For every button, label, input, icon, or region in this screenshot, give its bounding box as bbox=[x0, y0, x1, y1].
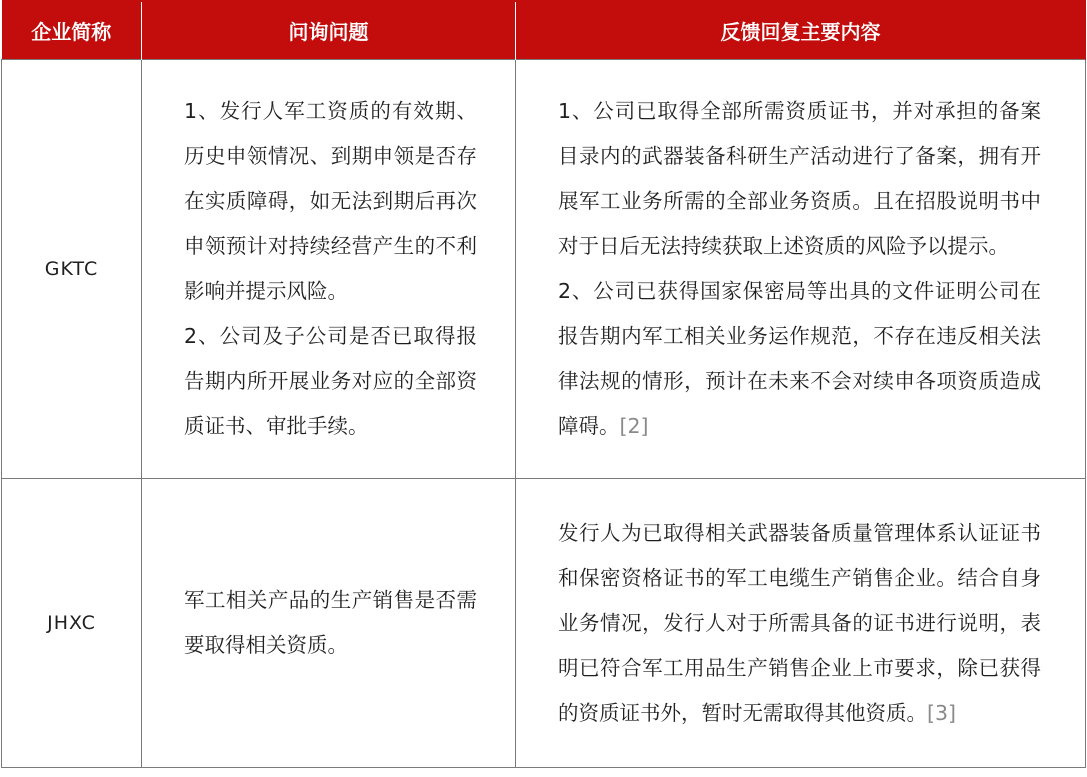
company-name: JHXC bbox=[2, 479, 142, 768]
header-answer: 反馈回复主要内容 bbox=[516, 1, 1086, 60]
question-cell bbox=[142, 479, 516, 768]
question-item: 2、公司及子公司是否已取得报告期内所开展业务对应的全部资质证书、审批手续。 bbox=[184, 324, 477, 438]
question-cell bbox=[142, 60, 516, 479]
answer-item bbox=[558, 269, 1041, 449]
table-header-row bbox=[2, 1, 1086, 60]
answer-cell bbox=[516, 60, 1086, 479]
answer-cell bbox=[516, 479, 1086, 768]
reference-marker: [3] bbox=[927, 700, 957, 725]
company-name: GKTC bbox=[2, 60, 142, 479]
header-company: 企业简称 bbox=[2, 1, 142, 60]
table-row bbox=[2, 60, 1086, 479]
answer-item bbox=[558, 511, 1041, 736]
question-item: 1、发行人军工资质的有效期、历史申领情况、到期申领是否存在实质障碍，如无法到期后再次申领预计对持续经营产生的不利影响并提示风险。 bbox=[184, 99, 477, 303]
header-question: 问询问题 bbox=[142, 1, 516, 60]
answer-item: 1、公司已取得全部所需资质证书，并对承担的备案目录内的武器装备科研生产活动进行了备案，拥有开展军工业务所需的全部业务资质。且在招股说明书中对于日后无法持续获取上述资质的风险予以提示。 bbox=[558, 99, 1041, 258]
answer-text: 2、公司已获得国家保密局等出具的文件证明公司在报告期内军工相关业务运作规范，不存在违反相关法律法规的情形，预计在未来不会对续申各项资质造成障碍。 bbox=[558, 279, 1041, 438]
inquiry-table bbox=[1, 0, 1086, 768]
reference-marker: [2] bbox=[619, 414, 649, 438]
table-row bbox=[2, 479, 1086, 768]
answer-text: 发行人为已取得相关武器装备质量管理体系认证证书和保密资格证书的军工电缆生产销售企业。结合自身业务情况，发行人对于所需具备的证书进行说明，表明已符合军工用品生产销售企业上市要求，除已获得的资质证书外，暂时无需取得其他资质。 bbox=[558, 520, 1041, 725]
question-item: 军工相关产品的生产销售是否需要取得相关资质。 bbox=[184, 588, 477, 657]
